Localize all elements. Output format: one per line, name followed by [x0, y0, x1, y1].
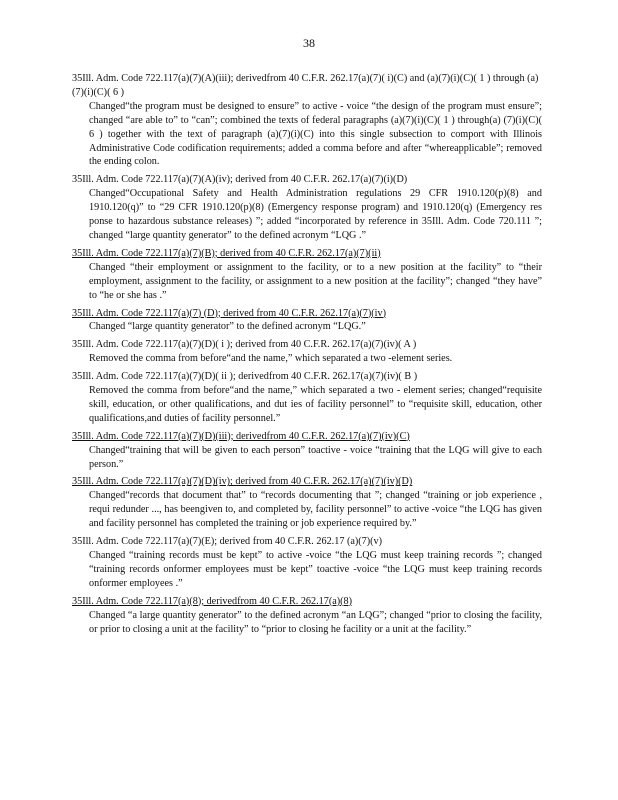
citation: 35Ill. Adm. Code 722.117(a)(7)(D)(iii); derivedfrom 40 C.F.R. 262.17(a)(7)(iv)(C): [72, 430, 410, 442]
note-text: Changed “a large quantity generator” to the defined acronym “an LQG”; changed “prior to closing the facility, or prior to closing a unit at the facility” to “prior to closing he facility or a unit at the facility.”: [89, 609, 542, 635]
note-text: Changed“Occupational Safety and Health Administration regulations 29 CFR 1910.120(p)(8) and 1910.120(q)” to “29 CFR 1910.120(p)(8) (Emergency response program) and 1910.120(q) (Emergency res ponse to hazardous substance releases) ”; added “incorporated by reference in 35Ill. Adm. Code 720.111 ”; changed “large quantity generator” to the defined acronym “LQG .”: [89, 188, 542, 241]
citation: 35Ill. Adm. Code 722.117(a)(7)(D)(iv); derived from 40 C.F.R. 262.17(a)(7)(iv)(D): [72, 476, 413, 488]
note-text: Changed “training records must be kept” to active -voice “the LQG must keep training records ”; changed “training records onformer employees must be kept” toactive -voice “the LQG must keep training records onformer employees .”: [89, 550, 542, 589]
amendment-note: [72, 370, 542, 426]
citation: 35Ill. Adm. Code 722.117(a)(7)(A)(iv); derived from 40 C.F.R. 262.17(a)(7)(i)(D): [72, 174, 408, 186]
amendment-note: [72, 475, 542, 531]
citation: 35Ill. Adm. Code 722.117(a)(7)(B); derived from 40 C.F.R. 262.17(a)(7)(ii): [72, 247, 381, 259]
note-text: Changed “their employment or assignment to the facility, or to a new position at the facility” to “their employment, assignment to the facility, or assignment to a new position at the facility”; changed “they have” to “he or she has .”: [89, 261, 542, 301]
amendment-note: [72, 173, 542, 243]
amendment-note: [72, 247, 542, 303]
amendment-note: [72, 307, 542, 335]
note-text: Changed“training that will be given to each person” toactive - voice “training that the LQG will give to each person.”: [89, 444, 542, 470]
amendment-note: [72, 595, 542, 637]
citation: 35Ill. Adm. Code 722.117(a)(7)(E); derived from 40 C.F.R. 262.17 (a)(7)(v): [72, 536, 383, 548]
citation: 35Ill. Adm. Code 722.117(a)(7) (D); derived from 40 C.F.R. 262.17(a)(7)(iv): [72, 307, 386, 319]
amendment-note: [72, 338, 542, 366]
note-text: Removed the comma from before“and the name,” which separated a two - element series; changed“requisite skill, education, or other qualifications, and dut ies of facility personnel” to “requisite skill, education, other qualifications,and duties of facility personnel.”: [89, 385, 542, 424]
note-text: Changed“records that document that” to “records documenting that ”; changed “training or job experience , requi redunder ..., has beengiven to, and completed by, facility personnel” to active -voice “the LQG has given and facility personnel has completed the training or job experience required by.”: [89, 490, 542, 530]
citation: 35Ill. Adm. Code 722.117(a)(7)(D)( ii ); derivedfrom 40 C.F.R. 262.17(a)(7)(iv)( B ): [72, 371, 418, 383]
amendment-note: [72, 72, 542, 169]
note-text: Removed the comma from before“and the name,” which separated a two -element series.: [89, 353, 453, 365]
citation: 35Ill. Adm. Code 722.117(a)(7)(D)( i ); derived from 40 C.F.R. 262.17(a)(7)(iv)( A ): [72, 339, 417, 351]
citation: 35Ill. Adm. Code 722.117(a)(7)(A)(iii); derivedfrom 40 C.F.R. 262.17(a)(7)( i)(C) and (a)(7)(i)(C)( 1 ) through (a)(7)(i)(C)( 6 ): [72, 73, 539, 98]
note-text: Changed “large quantity generator” to the defined acronym “LQG.”: [89, 321, 366, 333]
amendment-note: [72, 535, 542, 591]
note-text: Changed“the program must be designed to ensure” to active - voice “the design of the program must ensure”; changed “are able to” to “can”; combined the texts of federal paragraphs (a)(7)(i)(C)( 1 ) through(a) (7)(i)(C)( 6 ) together with the text of paragraph (a)(7)(i)(C) into this single subsection to comport with Illinois Administrative Code codification requirements; added a comma before and after “whereapplicable”; removed the ending colon.: [89, 100, 542, 168]
page-number: 38: [303, 36, 315, 50]
citation: 35Ill. Adm. Code 722.117(a)(8); derivedfrom 40 C.F.R. 262.17(a)(8): [72, 595, 353, 607]
amendment-note: [72, 430, 542, 472]
document-body: [72, 72, 542, 640]
